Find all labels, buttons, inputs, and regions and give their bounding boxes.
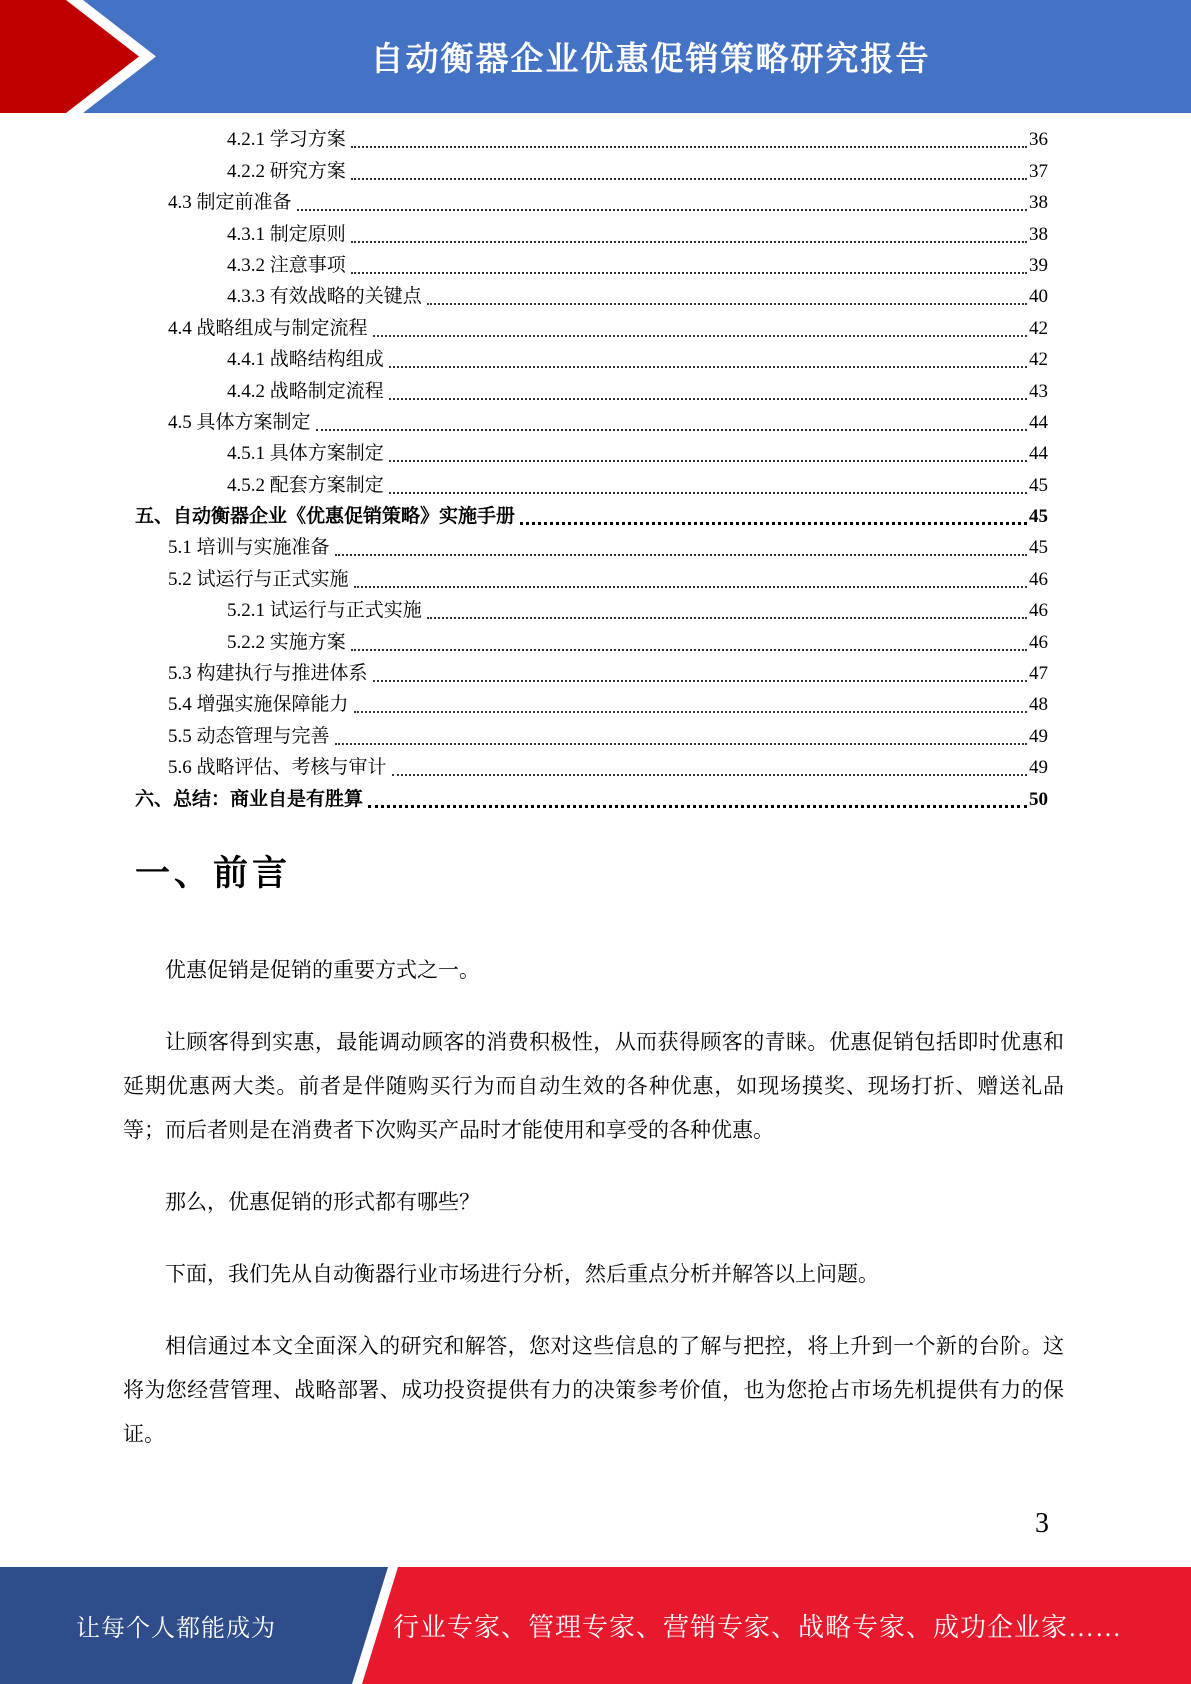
toc-entry[interactable] — [135, 310, 1048, 341]
toc-entry-page: 42 — [1029, 349, 1048, 371]
toc-entry-label: 4.3.1 制定原则 — [227, 223, 346, 245]
toc-entry-label: 4.3.2 注意事项 — [227, 254, 346, 276]
toc-entry-label: 4.3 制定前准备 — [168, 192, 292, 214]
toc-entry-page: 43 — [1029, 380, 1048, 402]
toc-dot-leader — [316, 429, 1027, 431]
toc-entry[interactable] — [135, 624, 1048, 655]
page-footer — [0, 1567, 1191, 1684]
toc-entry[interactable] — [135, 342, 1048, 373]
toc-entry-label: 4.5 具体方案制定 — [168, 411, 311, 433]
toc-dot-leader — [351, 241, 1027, 243]
toc-dot-leader — [354, 711, 1027, 713]
toc-entry-page: 45 — [1029, 474, 1048, 496]
toc-entry[interactable] — [135, 750, 1048, 781]
toc-entry-page: 38 — [1029, 223, 1048, 245]
toc-entry[interactable] — [135, 373, 1048, 404]
toc-dot-leader — [351, 272, 1027, 274]
toc-entry[interactable] — [135, 499, 1048, 530]
page-header — [0, 0, 1191, 113]
toc-entry-page: 46 — [1029, 631, 1048, 653]
paragraph: 那么，优惠促销的形式都有哪些？ — [165, 1190, 480, 1214]
toc-entry-page: 46 — [1029, 568, 1048, 590]
table-of-contents — [135, 122, 1048, 813]
section-heading: 一、前言 — [135, 854, 292, 893]
toc-entry-label: 5.6 战略评估、考核与审计 — [168, 757, 387, 779]
toc-entry[interactable] — [135, 718, 1048, 749]
footer-slogan-left: 让每个人都能成为 — [76, 1616, 276, 1642]
toc-dot-leader — [389, 366, 1027, 368]
toc-dot-leader — [373, 680, 1027, 682]
toc-entry[interactable] — [135, 530, 1048, 561]
toc-entry-label: 5.4 增强实施保障能力 — [168, 694, 349, 716]
toc-dot-leader — [427, 617, 1027, 619]
footer-slogan-right: 行业专家、管理专家、营销专家、战略专家、成功企业家…… — [393, 1613, 1123, 1642]
toc-entry-page: 38 — [1029, 192, 1048, 214]
toc-entry[interactable] — [135, 248, 1048, 279]
toc-entry-page: 49 — [1029, 757, 1048, 779]
toc-entry-page: 45 — [1029, 506, 1048, 528]
toc-dot-leader — [389, 460, 1027, 462]
toc-dot-leader — [389, 492, 1027, 494]
toc-dot-leader — [373, 335, 1027, 337]
toc-entry-page: 47 — [1029, 663, 1048, 685]
toc-entry[interactable] — [135, 185, 1048, 216]
red-chevron-icon — [0, 0, 170, 113]
toc-dot-leader — [351, 146, 1027, 148]
toc-entry[interactable] — [135, 279, 1048, 310]
toc-entry[interactable] — [135, 467, 1048, 498]
toc-entry-label: 4.5.1 具体方案制定 — [227, 443, 384, 465]
toc-entry-page: 37 — [1029, 160, 1048, 182]
toc-entry[interactable] — [135, 405, 1048, 436]
toc-entry-label: 4.3.3 有效战略的关键点 — [227, 286, 422, 308]
toc-entry-page: 42 — [1029, 317, 1048, 339]
body-paragraphs — [123, 948, 1064, 1484]
page-number: 3 — [1035, 1508, 1049, 1539]
toc-entry-page: 45 — [1029, 537, 1048, 559]
toc-dot-leader — [427, 303, 1027, 305]
toc-entry[interactable] — [135, 656, 1048, 687]
toc-entry-page: 49 — [1029, 725, 1048, 747]
toc-entry-label: 4.2.2 研究方案 — [227, 160, 346, 182]
toc-entry-page: 39 — [1029, 254, 1048, 276]
toc-dot-leader — [297, 209, 1027, 211]
paragraph: 优惠促销是促销的重要方式之一。 — [165, 958, 480, 982]
toc-entry-label: 六、总结：商业自是有胜算 — [135, 788, 364, 810]
report-title: 自动衡器企业优惠促销策略研究报告 — [370, 40, 931, 77]
toc-entry-label: 4.4.2 战略制定流程 — [227, 380, 384, 402]
toc-entry-label: 5.1 培训与实施准备 — [168, 537, 330, 559]
toc-entry-label: 5.2.2 实施方案 — [227, 631, 346, 653]
toc-entry[interactable] — [135, 687, 1048, 718]
toc-entry-label: 4.2.1 学习方案 — [227, 129, 346, 151]
toc-dot-leader — [351, 178, 1027, 180]
toc-entry[interactable] — [135, 216, 1048, 247]
toc-dot-leader — [368, 805, 1027, 808]
toc-dot-leader — [335, 554, 1027, 556]
toc-entry[interactable] — [135, 781, 1048, 812]
toc-dot-leader — [351, 649, 1027, 651]
toc-dot-leader — [392, 774, 1027, 776]
toc-entry[interactable] — [135, 122, 1048, 153]
toc-dot-leader — [520, 522, 1027, 525]
toc-dot-leader — [389, 398, 1027, 400]
toc-dot-leader — [335, 743, 1027, 745]
toc-entry-page: 36 — [1029, 129, 1048, 151]
toc-entry[interactable] — [135, 593, 1048, 624]
toc-entry-label: 4.4 战略组成与制定流程 — [168, 317, 368, 339]
toc-dot-leader — [354, 586, 1027, 588]
paragraph: 相信通过本文全面深入的研究和解答，您对这些信息的了解与把控，将上升到一个新的台阶。这将为您经营管理、战略部署、成功投资提供有力的决策参考价值，也为您抢占市场先机提供有力的保证。 — [123, 1334, 1064, 1446]
toc-entry-label: 5.5 动态管理与完善 — [168, 725, 330, 747]
toc-entry-label: 5.3 构建执行与推进体系 — [168, 663, 368, 685]
toc-entry-label: 5.2.1 试运行与正式实施 — [227, 600, 422, 622]
toc-entry-page: 40 — [1029, 286, 1048, 308]
toc-entry[interactable] — [135, 561, 1048, 592]
toc-entry-label: 4.4.1 战略结构组成 — [227, 349, 384, 371]
toc-entry-page: 46 — [1029, 600, 1048, 622]
toc-entry-page: 44 — [1029, 411, 1048, 433]
toc-entry-label: 4.5.2 配套方案制定 — [227, 474, 384, 496]
toc-entry-page: 44 — [1029, 443, 1048, 465]
paragraph: 让顾客得到实惠，最能调动顾客的消费积极性，从而获得顾客的青睐。优惠促销包括即时优惠和延期优惠两大类。前者是伴随购买行为而自动生效的各种优惠，如现场摸奖、现场打折、赠送礼品等；而后者则是在消费者下次购买产品时才能使用和享受的各种优惠。 — [123, 1030, 1064, 1142]
toc-entry-label: 五、自动衡器企业《优惠促销策略》实施手册 — [135, 506, 516, 528]
toc-entry[interactable] — [135, 436, 1048, 467]
toc-entry-label: 5.2 试运行与正式实施 — [168, 568, 349, 590]
toc-entry-page: 48 — [1029, 694, 1048, 716]
toc-entry-page: 50 — [1029, 788, 1048, 810]
toc-entry[interactable] — [135, 153, 1048, 184]
paragraph: 下面，我们先从自动衡器行业市场进行分析，然后重点分析并解答以上问题。 — [165, 1262, 879, 1286]
